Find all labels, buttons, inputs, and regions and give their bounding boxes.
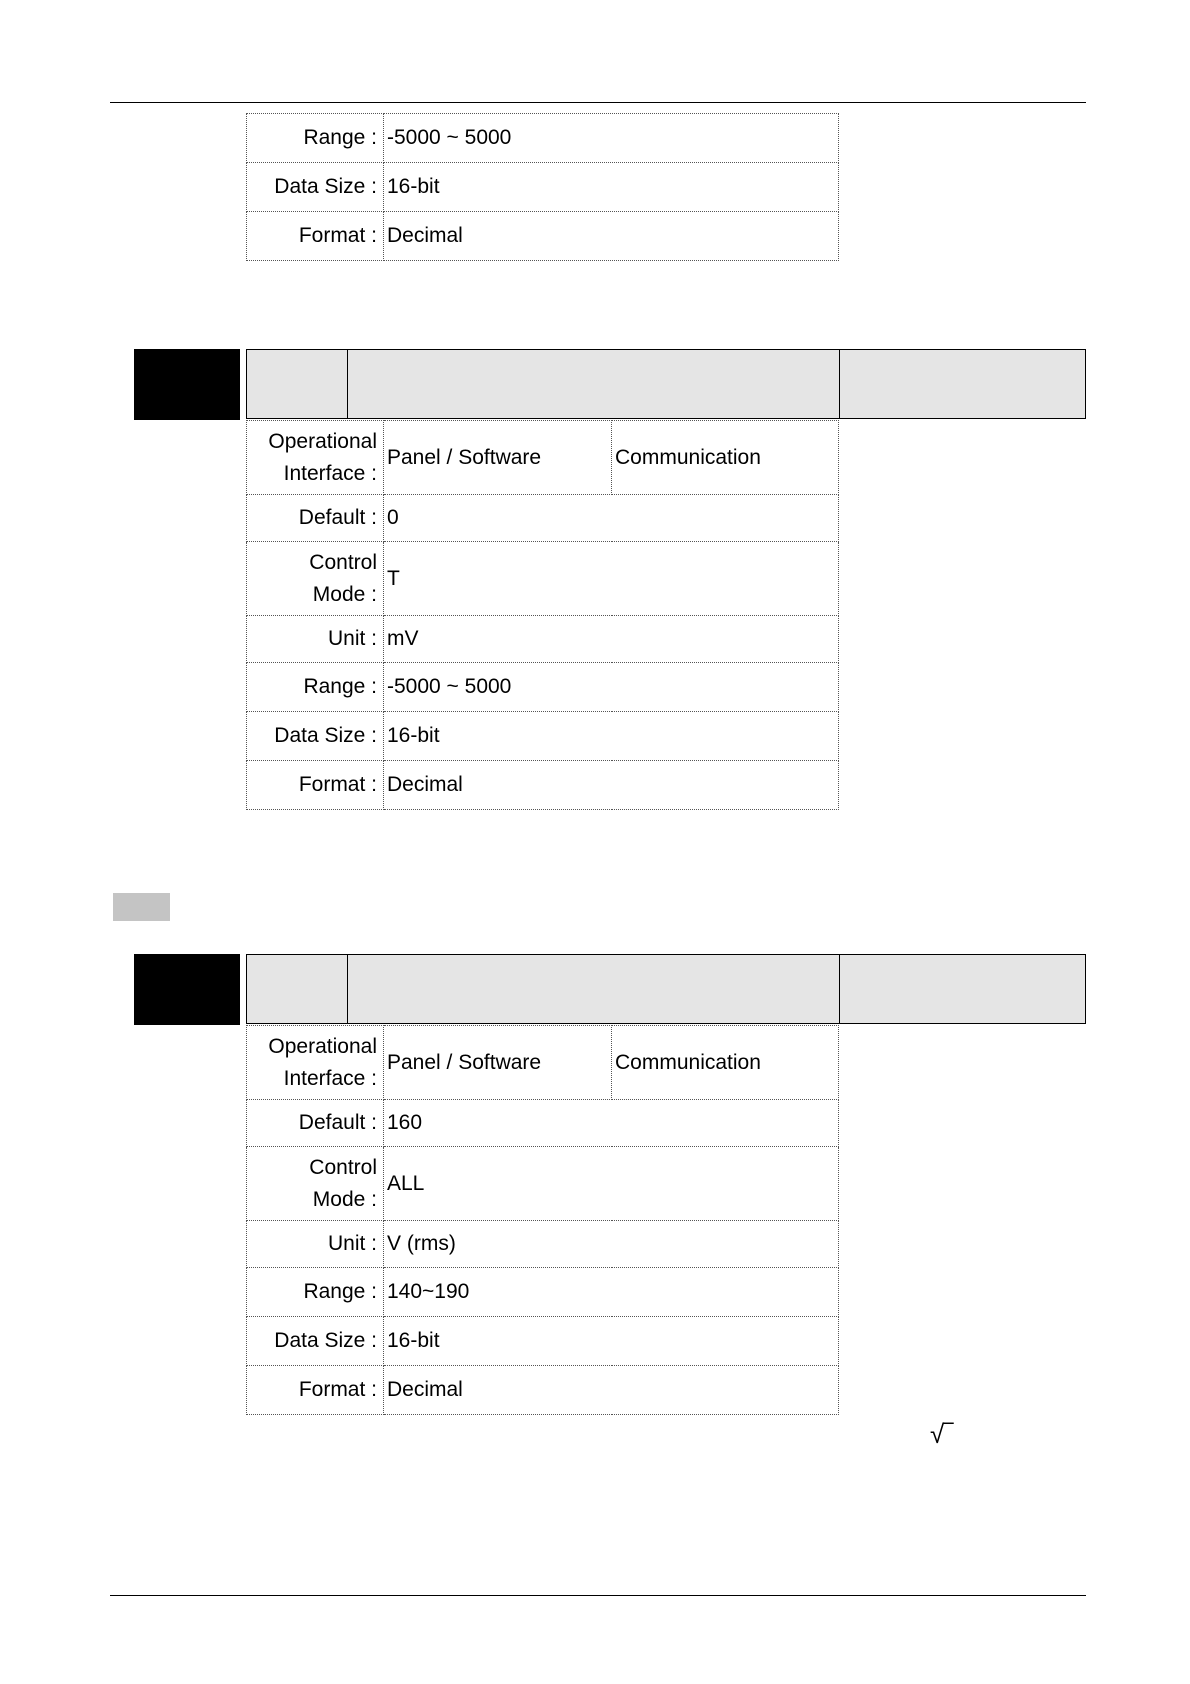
label-line: Mode : (312, 582, 377, 606)
table-row (247, 712, 839, 761)
footer-rule (110, 1595, 1086, 1596)
format-label: Format : (247, 212, 384, 261)
unit-value: V (rms) (384, 1221, 839, 1268)
table-row (247, 114, 839, 163)
header-rule (110, 102, 1086, 103)
table-row (247, 163, 839, 212)
default-label: Default : (247, 495, 384, 542)
table-row (247, 616, 839, 663)
format-label: Format : (247, 761, 384, 810)
interface-panel-software: Panel / Software (384, 421, 612, 495)
table-row (247, 1100, 839, 1147)
data-size-label: Data Size : (247, 712, 384, 761)
label-line: Mode : (312, 1187, 377, 1211)
range-label: Range : (247, 1268, 384, 1317)
default-label: Default : (247, 1100, 384, 1147)
default-value: 0 (384, 495, 839, 542)
table-row (247, 212, 839, 261)
data-size-value: 16-bit (384, 712, 839, 761)
data-size-label: Data Size : (247, 1317, 384, 1366)
label-line: Control (309, 1155, 377, 1179)
default-value: 160 (384, 1100, 839, 1147)
control-mode-value: ALL (384, 1147, 839, 1221)
table-row (247, 1317, 839, 1366)
data-size-label: Data Size : (247, 163, 384, 212)
param-table-continued (246, 113, 839, 261)
header-divider (839, 955, 840, 1023)
section-marker (113, 893, 170, 921)
param-table-1 (246, 420, 839, 810)
control-mode-label (247, 542, 384, 616)
label-line: Control (309, 550, 377, 574)
table-row (247, 421, 839, 495)
header-divider (347, 350, 348, 418)
table-row (247, 663, 839, 712)
table-row (247, 761, 839, 810)
table-row (247, 1147, 839, 1221)
label-line: Interface : (283, 461, 377, 485)
table-row (247, 1026, 839, 1100)
table-row (247, 495, 839, 542)
format-label: Format : (247, 1366, 384, 1415)
range-value: -5000 ~ 5000 (384, 114, 839, 163)
interface-communication: Communication (612, 1026, 839, 1100)
parameter-id-block (134, 349, 240, 420)
header-divider (839, 350, 840, 418)
interface-communication: Communication (612, 421, 839, 495)
label-line: Interface : (283, 1066, 377, 1090)
operational-interface-label (247, 421, 384, 495)
interface-panel-software: Panel / Software (384, 1026, 612, 1100)
control-mode-value: T (384, 542, 839, 616)
header-divider (347, 955, 348, 1023)
operational-interface-label (247, 1026, 384, 1100)
range-label: Range : (247, 114, 384, 163)
label-line: Operational (268, 429, 377, 453)
range-value: -5000 ~ 5000 (384, 663, 839, 712)
format-value: Decimal (384, 212, 839, 261)
range-value: 140~190 (384, 1268, 839, 1317)
parameter-header-bar (246, 349, 1086, 419)
unit-label: Unit : (247, 616, 384, 663)
label-line: Operational (268, 1034, 377, 1058)
data-size-value: 16-bit (384, 1317, 839, 1366)
unit-value: mV (384, 616, 839, 663)
data-size-value: 16-bit (384, 163, 839, 212)
control-mode-label (247, 1147, 384, 1221)
table-row (247, 1268, 839, 1317)
table-row (247, 1366, 839, 1415)
format-value: Decimal (384, 761, 839, 810)
table-row (247, 1221, 839, 1268)
sqrt-symbol: √‾ (930, 1419, 953, 1449)
parameter-id-block (134, 954, 240, 1025)
unit-label: Unit : (247, 1221, 384, 1268)
parameter-header-bar (246, 954, 1086, 1024)
table-row (247, 542, 839, 616)
range-label: Range : (247, 663, 384, 712)
param-table-2 (246, 1025, 839, 1415)
format-value: Decimal (384, 1366, 839, 1415)
